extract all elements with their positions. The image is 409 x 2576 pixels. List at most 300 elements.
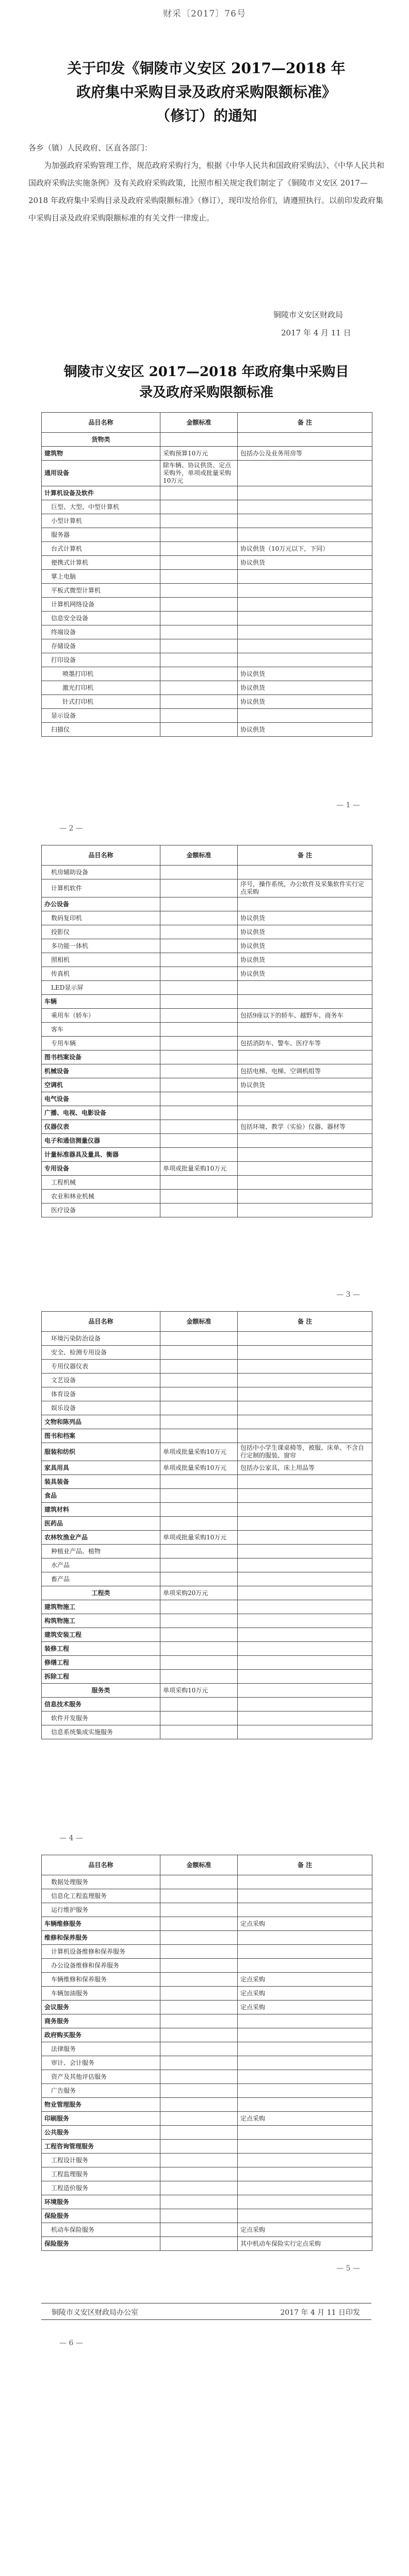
cell-amount [160, 584, 238, 598]
cell-note: 协议供货 [238, 556, 372, 570]
cell-name: 专用车辆 [42, 1037, 160, 1050]
cell-name: 构筑物施工 [42, 1614, 160, 1628]
cell-amount [160, 1987, 238, 2001]
table-row [42, 1078, 372, 1092]
table-row [42, 528, 372, 542]
cell-note [238, 570, 372, 584]
cell-name: 建筑安装工程 [42, 1628, 160, 1642]
table-row [42, 1332, 372, 1346]
table-row [42, 461, 372, 486]
cell-amount [160, 1572, 238, 1586]
table-row [42, 1064, 372, 1078]
cell-amount [160, 653, 238, 667]
table-row [42, 1415, 372, 1429]
cell-amount [160, 570, 238, 584]
footer-rule-bottom [41, 2319, 371, 2320]
cell-note [238, 897, 372, 911]
table-row [42, 1190, 372, 1204]
cell-amount [160, 995, 238, 1009]
cell-name: 办公设备 [42, 897, 160, 911]
cell-note [238, 1387, 372, 1401]
cell-amount [160, 695, 238, 709]
cell-name: 计算机网络设备 [42, 598, 160, 612]
cell-name: 便携式计算机 [42, 556, 160, 570]
cell-name: 运行维护服务 [42, 1903, 160, 1917]
cell-amount [160, 1945, 238, 1959]
cell-note [238, 2098, 372, 2112]
cell-name: 计量标准器具及量具、衡器 [42, 1148, 160, 1162]
catalog-table-3 [41, 1311, 372, 1739]
table-row [42, 1987, 372, 2001]
cell-note [238, 2140, 372, 2154]
table-header-row [42, 1312, 372, 1332]
page-number: — 2 — [59, 824, 83, 833]
table-row [42, 1360, 372, 1374]
cell-amount [160, 1332, 238, 1346]
page-number: — 3 — [336, 1291, 360, 1299]
table-row [42, 1684, 372, 1698]
cell-note [238, 1176, 372, 1190]
table-row [42, 1670, 372, 1684]
table-row [42, 1037, 372, 1050]
cell-note [238, 1429, 372, 1443]
cell-name: 乘用车（轿车） [42, 1009, 160, 1023]
cell-note [238, 1517, 372, 1531]
table-row [42, 1162, 372, 1176]
cell-note: 协议供货 [238, 1078, 372, 1092]
cell-name: 台式计算机 [42, 542, 160, 556]
cell-amount [160, 981, 238, 995]
cell-name: 空调机 [42, 1078, 160, 1092]
table-row [42, 2126, 372, 2140]
table-row [42, 1023, 372, 1037]
cell-amount [160, 2181, 238, 2195]
cell-note [238, 1572, 372, 1586]
table-row [42, 2195, 372, 2209]
cell-name: 会议服务 [42, 2001, 160, 2014]
cell-name: 保险服务 [42, 2209, 160, 2223]
header-note: 备 注 [238, 1312, 372, 1332]
cell-amount [160, 1517, 238, 1531]
cell-amount [160, 639, 238, 653]
cell-name: 政府购买服务 [42, 2028, 160, 2042]
main-title: 关于印发《铜陵市义安区 2017—2018 年政府集中采购目录及政府采购限额标准》（修订）的通知 [67, 60, 346, 124]
table-row [42, 925, 372, 939]
cell-note: 包括办公及业务用房等 [238, 447, 372, 461]
cell-name: 显示设备 [42, 709, 160, 723]
cell-amount [160, 2195, 238, 2209]
cell-name: 针式打印机 [42, 695, 160, 709]
cell-amount [160, 667, 238, 681]
cell-note [238, 1684, 372, 1698]
cell-name: 平板式微型计算机 [42, 584, 160, 598]
cell-amount [160, 1064, 238, 1078]
cell-note: 协议供货 [238, 681, 372, 695]
cell-amount: 除车辆、协议供货、定点采购外，单项或批量采购10万元 [160, 461, 238, 486]
cell-note [238, 2084, 372, 2098]
header-name: 品目名称 [42, 845, 160, 866]
cell-name: 专用仪器仪表 [42, 1360, 160, 1374]
cell-name: 信息化工程监理服务 [42, 1889, 160, 1903]
cell-name: 建筑物 [42, 447, 160, 461]
cell-name: 投影仪 [42, 925, 160, 939]
table-row [42, 2181, 372, 2195]
cell-amount [160, 1600, 238, 1614]
cell-name: 数码复印机 [42, 911, 160, 925]
page-number: — 5 — [336, 2264, 360, 2273]
cell-name: 终端设备 [42, 625, 160, 639]
table-row [42, 584, 372, 598]
table-row [42, 695, 372, 709]
cell-name: 通用设备 [42, 461, 160, 486]
salutation: 各乡（镇）人民政府、区直各部门： [28, 143, 153, 152]
cell-amount [160, 528, 238, 542]
cell-name: 资产及其他评估服务 [42, 2070, 160, 2084]
cell-note [238, 1725, 372, 1739]
table-row [42, 2209, 372, 2223]
cell-name: 广告服务 [42, 2084, 160, 2098]
cell-name: 喷墨打印机 [42, 667, 160, 681]
cell-name: 信息安全设备 [42, 612, 160, 625]
table-row [42, 2056, 372, 2070]
cell-name: 激光打印机 [42, 681, 160, 695]
cell-amount [160, 2098, 238, 2112]
cell-amount [160, 1558, 238, 1572]
table-row [42, 1092, 372, 1106]
cell-note: 定点采购 [238, 2112, 372, 2126]
table-row [42, 1009, 372, 1023]
cell-note: 定点采购 [238, 1987, 372, 2001]
cell-name: 保险服务 [42, 2237, 160, 2251]
table-row [42, 1134, 372, 1148]
cell-note [238, 995, 372, 1009]
table-row [42, 2223, 372, 2237]
cell-note: 定点采购 [238, 2001, 372, 2014]
table-row [42, 2070, 372, 2084]
table-row [42, 2028, 372, 2042]
cell-name: 商务服务 [42, 2014, 160, 2028]
cell-amount [160, 1628, 238, 1642]
table-row [42, 1374, 372, 1387]
cell-name: 车辆维修和保养服务 [42, 1973, 160, 1987]
cell-name: 计算机软件 [42, 879, 160, 897]
cell-note [238, 514, 372, 528]
cell-note [238, 486, 372, 500]
cell-note [238, 1346, 372, 1360]
cell-amount [160, 1401, 238, 1415]
page-number: — 6 — [59, 2339, 83, 2347]
cell-name: 装修工程 [42, 1642, 160, 1656]
cell-amount [160, 1176, 238, 1190]
cell-note [238, 584, 372, 598]
table-row [42, 1558, 372, 1572]
cell-note [238, 709, 372, 723]
cell-amount [160, 1148, 238, 1162]
cell-amount [160, 866, 238, 879]
cell-note [238, 1023, 372, 1037]
cell-note [238, 2167, 372, 2181]
cell-name: 文艺设备 [42, 1374, 160, 1387]
cell-amount [160, 1106, 238, 1120]
cell-name: 机械设备 [42, 1064, 160, 1078]
cell-note [238, 1903, 372, 1917]
cell-note [238, 653, 372, 667]
table-row [42, 967, 372, 981]
table-row [42, 1517, 372, 1531]
cell-amount [160, 2154, 238, 2167]
cell-name: 农林牧渔业产品 [42, 1531, 160, 1545]
cell-note [238, 2070, 372, 2084]
cell-amount: 单项采购20万元 [160, 1586, 238, 1600]
cell-note: 包括9座以下的轿车、越野车、商务车 [238, 1009, 372, 1023]
table-row [42, 1204, 372, 1217]
cell-name: LED显示屏 [42, 981, 160, 995]
table-row [42, 995, 372, 1009]
cell-amount [160, 1078, 238, 1092]
table-header-row [42, 1855, 372, 1875]
table-row [42, 1346, 372, 1360]
cell-note: 包括电梯、电梯、空调机组等 [238, 1064, 372, 1078]
cell-amount [160, 879, 238, 897]
table-row [42, 447, 372, 461]
table-row [42, 879, 372, 897]
cell-amount [160, 500, 238, 514]
cell-name: 装具装备 [42, 1475, 160, 1489]
table-header-row [42, 413, 372, 433]
cell-note [238, 1531, 372, 1545]
cell-name: 安全、检测专用设备 [42, 1346, 160, 1360]
cell-amount: 单项或批量采购10万元 [160, 1443, 238, 1461]
table-row [42, 1387, 372, 1401]
cell-amount [160, 486, 238, 500]
table-row [42, 639, 372, 653]
cell-note [238, 639, 372, 653]
table-row [42, 433, 372, 447]
cell-amount [160, 1204, 238, 1217]
cell-amount [160, 1711, 238, 1725]
cell-name: 计算机设备维修和保养服务 [42, 1945, 160, 1959]
cell-note [238, 2014, 372, 2028]
cell-amount [160, 2112, 238, 2126]
cell-name: 环境污染防治设备 [42, 1332, 160, 1346]
cell-name: 种植业产品、植物 [42, 1545, 160, 1558]
table-row [42, 1711, 372, 1725]
signer: 铜陵市义安区财政局 [273, 310, 343, 319]
cell-note [238, 1875, 372, 1889]
cell-note [238, 598, 372, 612]
cell-amount: 单项或批量采购10万元 [160, 1162, 238, 1176]
table-row [42, 2084, 372, 2098]
cell-amount [160, 1503, 238, 1517]
cell-name: 机房辅助设备 [42, 866, 160, 879]
header-name: 品目名称 [42, 1312, 160, 1332]
cell-amount [160, 433, 238, 447]
cell-name: 扫描仪 [42, 723, 160, 737]
cell-amount [160, 1429, 238, 1443]
cell-name: 家具用具 [42, 1461, 160, 1475]
footer-date: 2017 年 4 月 11 日印发 [280, 2309, 360, 2317]
cell-amount: 采购预算10万元 [160, 447, 238, 461]
cell-amount [160, 598, 238, 612]
table-row [42, 2001, 372, 2014]
cell-note [238, 500, 372, 514]
cell-name: 工程机械 [42, 1176, 160, 1190]
cell-name: 服务类 [42, 1684, 160, 1698]
cell-note [238, 2042, 372, 2056]
cell-amount [160, 953, 238, 967]
cell-note: 包括消防车、警车、医疗车等 [238, 1037, 372, 1050]
cell-note: 协议供货 [238, 953, 372, 967]
table-row [42, 542, 372, 556]
page-number: — 4 — [59, 1834, 83, 1842]
cell-note [238, 1600, 372, 1614]
cell-note [238, 1642, 372, 1656]
cell-name: 环境服务 [42, 2195, 160, 2209]
cell-amount [160, 2237, 238, 2251]
table-row [42, 1120, 372, 1134]
cell-amount [160, 1346, 238, 1360]
table-row [42, 2154, 372, 2167]
cell-name: 货物类 [42, 433, 160, 447]
cell-amount [160, 1120, 238, 1134]
cell-name: 小型计算机 [42, 514, 160, 528]
cell-name: 信息技术服务 [42, 1698, 160, 1711]
cell-amount [160, 625, 238, 639]
table-row [42, 1973, 372, 1987]
cell-note [238, 1614, 372, 1628]
cell-name: 审计、会计服务 [42, 2056, 160, 2070]
cell-amount [160, 1415, 238, 1429]
cell-name: 车辆加油服务 [42, 1987, 160, 2001]
table-row [42, 667, 372, 681]
cell-note [238, 1360, 372, 1374]
table-row [42, 2042, 372, 2056]
cell-name: 车辆维修服务 [42, 1917, 160, 1931]
cell-amount [160, 1092, 238, 1106]
table-row [42, 1725, 372, 1739]
cell-note [238, 2209, 372, 2223]
cell-amount [160, 2209, 238, 2223]
cell-name: 医药品 [42, 1517, 160, 1531]
cell-name: 工程类 [42, 1586, 160, 1600]
cell-note: 协议供货 [238, 925, 372, 939]
cell-name: 公共服务 [42, 2126, 160, 2140]
cell-amount [160, 709, 238, 723]
cell-name: 建筑材料 [42, 1503, 160, 1517]
cell-name: 机动车保险服务 [42, 2223, 160, 2237]
cell-note [238, 1050, 372, 1064]
cell-note [238, 1503, 372, 1517]
cell-note [238, 1670, 372, 1684]
cell-name: 拆除工程 [42, 1670, 160, 1684]
cell-note [238, 1711, 372, 1725]
cell-amount: 单项或批量采购10万元 [160, 1531, 238, 1545]
cell-name: 医疗设备 [42, 1204, 160, 1217]
cell-amount [160, 1917, 238, 1931]
cell-name: 服务器 [42, 528, 160, 542]
cell-amount [160, 1475, 238, 1489]
cell-note [238, 1332, 372, 1346]
header-name: 品目名称 [42, 413, 160, 433]
cell-name: 农业和林业机械 [42, 1190, 160, 1204]
table-row [42, 681, 372, 695]
table-row [42, 570, 372, 584]
cell-name: 图书档案设备 [42, 1050, 160, 1064]
table-row [42, 514, 372, 528]
table-row [42, 981, 372, 995]
cell-amount [160, 897, 238, 911]
header-name: 品目名称 [42, 1855, 160, 1875]
cell-amount [160, 723, 238, 737]
sub-title: 铜陵市义安区 2017—2018 年政府集中采购目录及政府采购限额标准 [63, 364, 349, 400]
cell-name: 维修和保养服务 [42, 1931, 160, 1945]
cell-name: 工程监理服务 [42, 2167, 160, 2181]
cell-note: 协议供货（10万元以下，下同） [238, 542, 372, 556]
table-row [42, 709, 372, 723]
table-row [42, 1656, 372, 1670]
cell-amount [160, 1009, 238, 1023]
table-header-row [42, 845, 372, 866]
cell-note [238, 1204, 372, 1217]
cell-note [238, 1945, 372, 1959]
cell-amount [160, 2140, 238, 2154]
cell-note [238, 1148, 372, 1162]
table-row [42, 1429, 372, 1443]
cell-note [238, 1401, 372, 1415]
cell-note [238, 1959, 372, 1973]
cell-note [238, 981, 372, 995]
catalog-table-2 [41, 845, 372, 1217]
cell-name: 数据处理服务 [42, 1875, 160, 1889]
cell-note [238, 433, 372, 447]
table-row [42, 1545, 372, 1558]
cell-note: 定点采购 [238, 2223, 372, 2237]
header-amount: 金额标准 [160, 413, 238, 433]
table-row [42, 1050, 372, 1064]
cell-note [238, 1656, 372, 1670]
cell-name: 图书和档案 [42, 1429, 160, 1443]
table-row [42, 1945, 372, 1959]
table-row [42, 653, 372, 667]
table-row [42, 1917, 372, 1931]
cell-amount [160, 939, 238, 953]
cell-note [238, 612, 372, 625]
cell-name: 食品 [42, 1489, 160, 1503]
cell-note [238, 1558, 372, 1572]
header-amount: 金额标准 [160, 1312, 238, 1332]
cell-amount [160, 1670, 238, 1684]
cell-name: 车辆 [42, 995, 160, 1009]
table-row [42, 1106, 372, 1120]
table-row [42, 1401, 372, 1415]
table-row [42, 953, 372, 967]
table-row [42, 2098, 372, 2112]
cell-amount [160, 1190, 238, 1204]
cell-amount [160, 2056, 238, 2070]
cell-amount [160, 2084, 238, 2098]
cell-amount [160, 1360, 238, 1374]
cell-note: 定点采购 [238, 1973, 372, 1987]
page-number: — 1 — [336, 801, 360, 809]
cell-amount [160, 514, 238, 528]
cell-note: 协议供货 [238, 967, 372, 981]
table-row [42, 2014, 372, 2028]
cell-name: 印刷服务 [42, 2112, 160, 2126]
cell-amount [160, 1387, 238, 1401]
cell-name: 广播、电视、电影设备 [42, 1106, 160, 1120]
table-row [42, 1931, 372, 1945]
cell-note [238, 1162, 372, 1176]
